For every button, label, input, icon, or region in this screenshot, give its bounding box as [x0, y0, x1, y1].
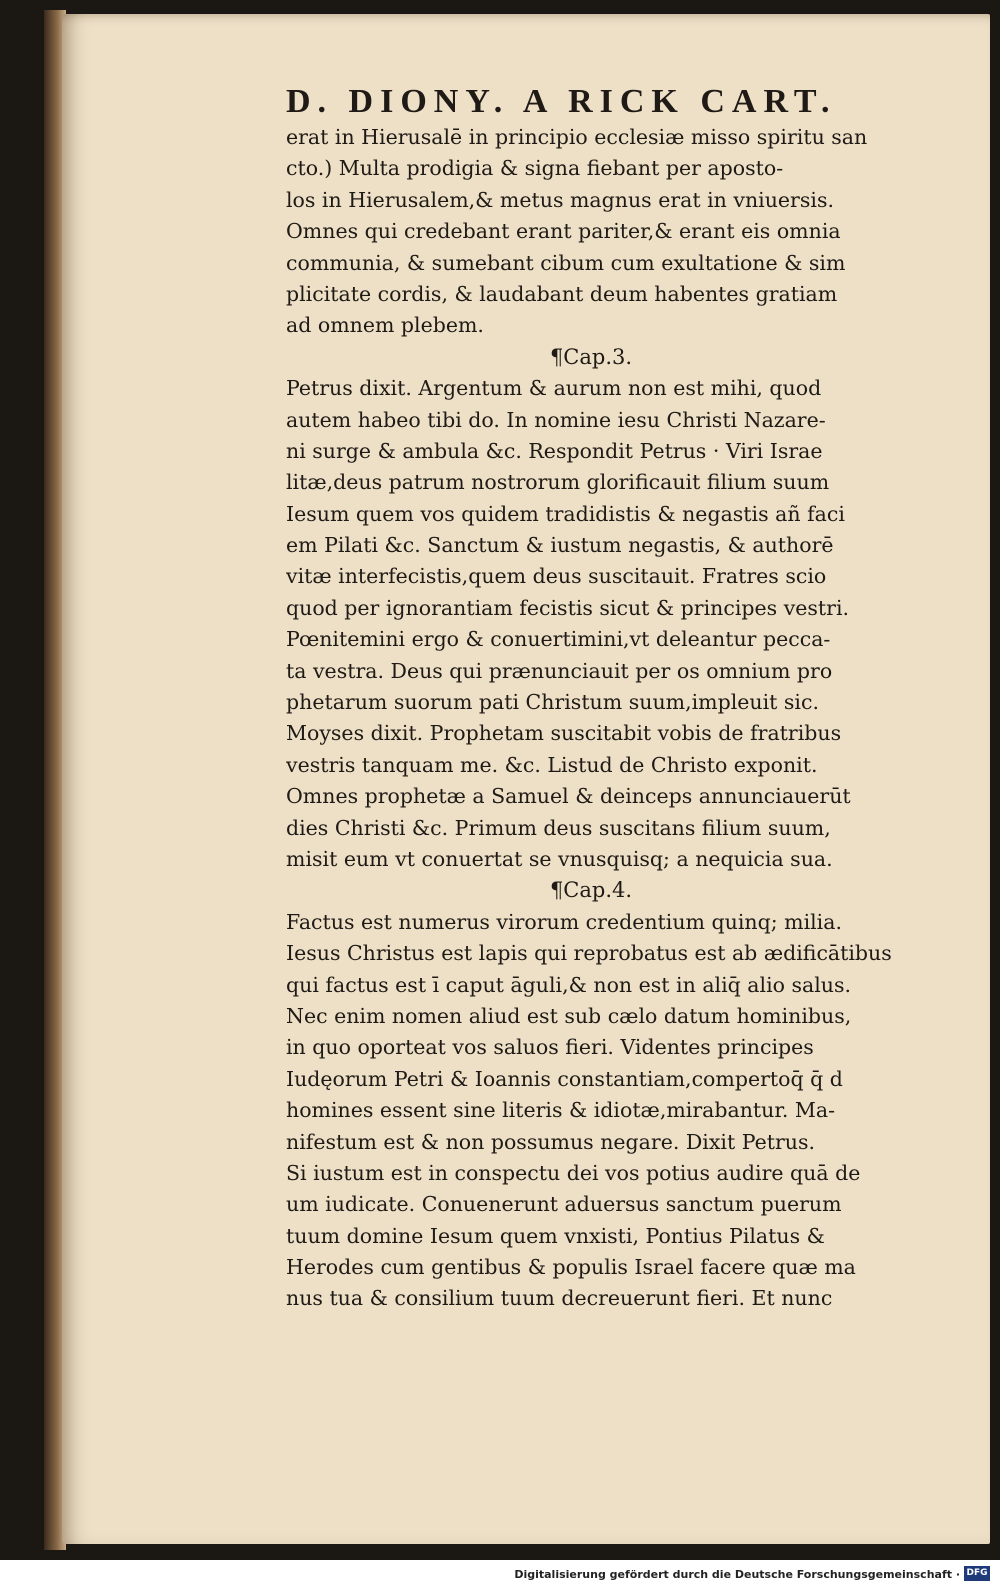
text-line-4: Omnes qui credebant erant pariter,& erant eis omnia	[286, 219, 841, 244]
text-line-28: qui factus est ī caput āguli,& non est in aliq̄ alio salus.	[286, 972, 852, 997]
text-line-19: phetarum suorum pati Christum suum,impleuit sic.	[286, 690, 819, 715]
text-line-3: los in Hierusalem,& metus magnus erat in vniuersis.	[286, 187, 834, 212]
text-line-2: cto.) Multa prodigia & signa fiebant per aposto-	[286, 156, 784, 181]
text-line-16: quod per ignorantiam fecistis sicut & principes vestri.	[286, 595, 850, 620]
text-line-26: Factus est numerus virorum credentium quinq; milia.	[286, 909, 842, 934]
text-line-33: nifestum est & non possumus negare. Dixit Petrus.	[286, 1129, 816, 1154]
text-line-24: misit eum vt conuertat se vnusquisq; a nequicia sua.	[286, 846, 833, 871]
text-line-12: litæ,deus patrum nostrorum glorificauit filium suum	[286, 470, 830, 495]
text-line-17: Pœnitemini ergo & conuertimini,vt deleantur pecca-	[286, 627, 831, 652]
page-text-block	[286, 82, 966, 1315]
text-line-34: Si iustum est in conspectu dei vos potius audire quā de	[286, 1160, 861, 1185]
text-line-11: ni surge & ambula &c. Respondit Petrus · Viri Israe	[286, 438, 823, 463]
text-line-22: Omnes prophetæ a Samuel & deinceps annunciauerūt	[286, 784, 851, 809]
text-line-35: um iudicate. Conuenerunt aduersus sanctum puerum	[286, 1192, 842, 1217]
chapter-heading-3: ¶Cap.3.	[549, 344, 633, 369]
text-line-18: ta vestra. Deus qui prænunciauit per os omnium pro	[286, 658, 833, 683]
funding-notice: Digitalisierung gefördert durch die Deutsche Forschungsgemeinschaft ·	[514, 1568, 960, 1581]
text-line-7: ad omnem plebem.	[286, 313, 484, 338]
text-line-21: vestris tanquam me. &c. Listud de Christo exponit.	[286, 752, 818, 777]
text-line-36: tuum domine Iesum quem vnxisti, Pontius Pilatus &	[286, 1223, 825, 1248]
text-line-13: Iesum quem vos quidem tradidistis & negastis añ faci	[286, 501, 845, 526]
text-line-15: vitæ interfecistis,quem deus suscitauit. Fratres scio	[286, 564, 827, 589]
text-line-9: Petrus dixit. Argentum & aurum non est mihi, quod	[286, 376, 822, 401]
text-line-27: Iesus Christus est lapis qui reprobatus est ab ædificātibus	[286, 941, 892, 966]
text-line-10: autem habeo tibi do. In nomine iesu Christi Nazare-	[286, 407, 826, 432]
text-line-5: communia, & sumebant cibum cum exultatione & sim	[286, 250, 846, 275]
dfg-logo: DFG	[964, 1566, 990, 1581]
text-line-14: em Pilati &c. Sanctum & iustum negastis, & authorē	[286, 533, 834, 558]
text-line-6: plicitate cordis, & laudabant deum habentes gratiam	[286, 281, 838, 306]
text-line-29: Nec enim nomen aliud est sub cælo datum hominibus,	[286, 1003, 852, 1028]
text-line-23: dies Christi &c. Primum deus suscitans filium suum,	[286, 815, 831, 840]
text-line-20: Moyses dixit. Prophetam suscitabit vobis de fratribus	[286, 721, 842, 746]
text-line-30: in quo oporteat vos saluos fieri. Videntes principes	[286, 1035, 814, 1060]
text-line-37: Herodes cum gentibus & populis Israel facere quæ ma	[286, 1255, 856, 1280]
text-line-38: nus tua & consilium tuum decreuerunt fieri. Et nunc	[286, 1286, 833, 1311]
chapter-heading-4: ¶Cap.4.	[549, 878, 633, 903]
text-line-1: erat in Hierusalē in principio ecclesiæ misso spiritu san	[286, 125, 868, 149]
running-head: D. DIONY. A RICK CART.	[286, 83, 837, 120]
text-line-31: Iudęorum Petri & Ioannis constantiam,compertoq̄ q̄ d	[286, 1066, 843, 1091]
text-line-32: homines essent sine literis & idiotæ,mirabantur. Ma-	[286, 1098, 836, 1123]
